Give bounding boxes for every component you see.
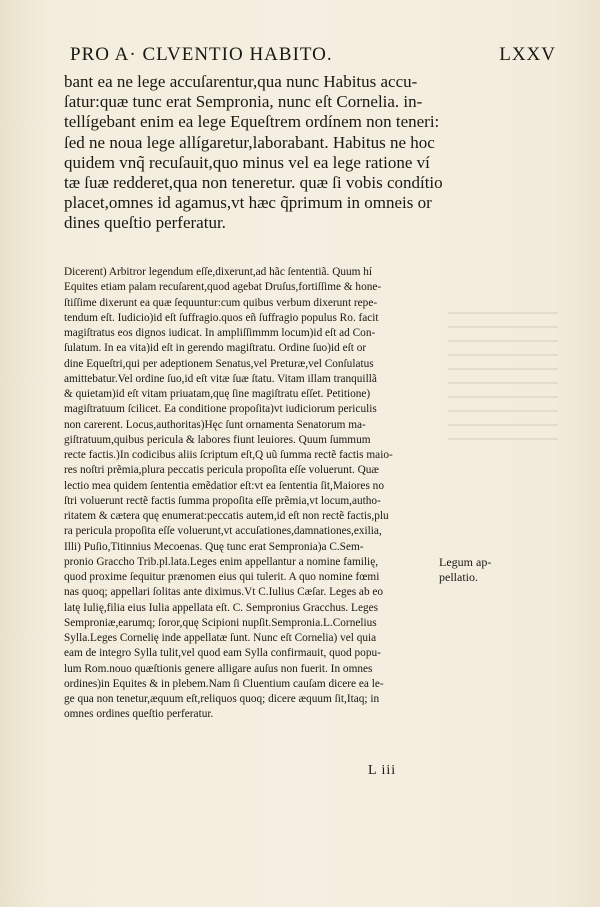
marginal-note [439,555,539,585]
commentary-line: magiſtratus eos dignos iudicat. In ampliſſimmm locum)id eſt ad Con- [64,327,376,339]
marginal-note-line: Legum ap- [439,555,492,569]
commentary-line: ſulatum. In ea vita)id eſt in gerendo magiſtratu. Ordine ſuo)id eſt or [64,342,367,355]
commentary-line: recte factis.)In codicibus aliis ſcriptum eſt,Q uũ ſumma rectẽ factis maio- [64,449,393,461]
commentary-line: ritatem & cætera quę enumerat:peccatis autem,id eſt non rectẽ factis,plu [64,510,389,522]
commentary-line: amittebatur.Vel ordine ſuo,id eſt vitæ ſuæ ſtatu. Vitam illam tranquillã [64,372,377,385]
main-text-line: placet,omnes id agamus,vt hæc q̃primum in omneis or [64,193,432,213]
commentary-line: omnes ordines queſtio perferatur. [64,708,214,721]
commentary-line: res noſtri prẽmia,plura peccatis pericula propoſita eſſe voluerunt. Quæ [64,464,379,477]
main-text-line: tellígebant enim ea lege Equeſtrem ordínem non teneri: [64,112,440,132]
folio-number: LXXV [499,44,556,65]
commentary-line: quod proxime ſequitur prænomen eius qui tulerit. A quo nomine fœmi [64,571,380,583]
commentary-line: Illi) Puſio,Titinnius Mecoenas. Quę tunc erat Sempronia)a C.Sem- [64,540,364,553]
main-text-line: quidem vnq̃ recuſauit,quo minus vel ea lege ratione ví [64,152,430,172]
commentary-line: nas quoq; appellari ſolitas ante diximus.Vt C.Iulius Cæſar. Leges ab eo [64,586,384,599]
commentary-line: ge qua non tenetur,æquum eſt,reliquos quoq; dicere æquum ſit,Itaq; in [64,693,380,705]
commentary-line: giſtratuum,quibus pericula & labores fiunt leuiores. Quum ſummum [64,433,371,446]
commentary-line: Dicerent) Arbitror legendum eſſe,dixerunt,ad hãc ſententiã. Quum hí [64,266,373,278]
main-text-line: ſed ne noua lege allígaretur,laborabant. Habitus ne hoc [64,132,435,152]
main-text-line: tæ ſuæ redderet,qua non teneretur. quæ ſi vobis condítio [64,172,443,192]
commentary-line: lum Rom.nouo quæſtionis genere alligare auſus non fuerit. In omnes [64,662,373,675]
commentary-line: & quietam)id eſt vitam priuatam,quę ſine magiſtratu eſſet. Petitione) [64,388,371,400]
commentary-line: Semproniæ,earumq; ſoror,quę Scipioni nupſit.Sempronia.L.Cornelius [64,616,377,629]
commentary-line: ſtiſſime dixerunt ea quæ ſequuntur:cum quibus verbum dixerunt repe- [64,296,378,309]
commentary-line: tendum eſt. Iudicio)id eſt ſuffragio.quos eñ ſuffragio populus Ro. facit [64,311,379,324]
main-text-line: bant ea ne lege accuſarentur,qua nunc Habitus accu- [64,72,418,91]
main-text-line: dines queſtio perferatur. [64,213,226,233]
commentary-line: Equites etiam palam recuſarent,quod agebat Druſus,fortiſſime & hone- [64,281,382,294]
show-through-marks [448,300,558,440]
running-title: PRO A· CLVENTIO HABITO. [70,44,333,65]
main-text-line: ſatur:quæ tunc erat Sempronia, nunc eſt Cornelia. in- [64,92,423,112]
commentary-line: dine Equeſtri,qui per adeptionem Senatus,vel Preturæ,vel Conſulatus [64,357,374,370]
commentary-line: non carerent. Locus,authoritas)Hęc ſunt ornamenta Senatorum ma- [64,418,366,431]
marginal-note-line: pellatio. [439,570,478,584]
commentary-line: pronio Graccho Trib.pl.lata.Leges enim appellantur a nomine familię, [64,555,379,568]
commentary-line: latę Iulię,filia eius Iulia appellata eſt. C. Sempronius Gracchus. Leges [64,601,379,614]
page-header [40,44,560,70]
commentary-line: ſtri voluerunt rectẽ factis ſumma propoſita eſſe prẽmia,vt locum,autho- [64,494,381,507]
signature-mark: L iii [368,763,397,778]
commentary-line: lectio mea quidem ſententia emẽdatior eſt:vt ea ſententia ſit,Maiores no [64,479,384,492]
main-text-block [64,72,444,234]
commentary-line: ordines)in Equites & in plebem.Nam ſi Cluentium cauſam dicere ea le- [64,677,384,690]
commentary-line: Sylla.Leges Cornelię inde appellatæ ſunt. Nunc eſt Cornelia) vel quia [64,632,377,644]
commentary-line: magiſtratuum ſcilicet. Ea conditione propoſita)vt iudiciorum periculis [64,403,377,416]
commentary-block [64,265,434,723]
commentary-line: ra pericula propoſita eſſe voluerunt,vt accuſationes,damnationes,exilia, [64,525,382,538]
commentary-line: eam de integro Sylla tulit,vel quod eam Sylla confirmauit, quod popu- [64,647,381,660]
